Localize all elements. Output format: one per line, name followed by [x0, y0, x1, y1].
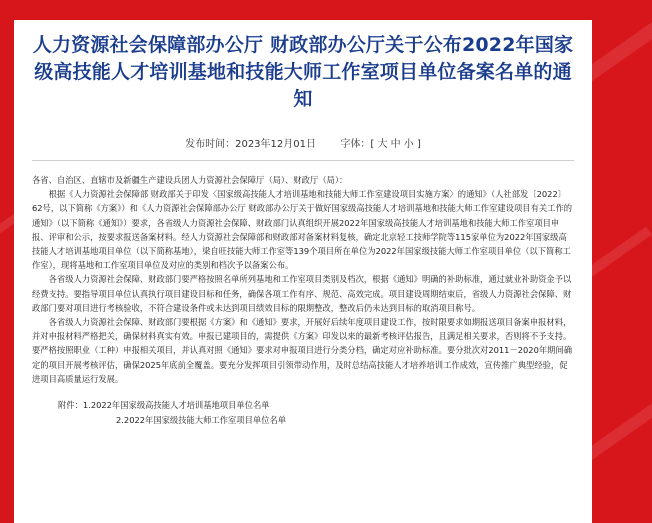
attachments	[32, 398, 574, 428]
salutation: 各省、自治区、直辖市及新疆生产建设兵团人力资源社会保障厅（局）、财政厅（局）：	[32, 175, 348, 185]
font-size-switcher[interactable]: [ 大 中 小 ]	[370, 139, 421, 150]
article-panel	[14, 20, 592, 523]
attachment-link[interactable]: 2.2022年国家级技能大师工作室项目单位名单	[116, 415, 287, 426]
attachments-label: 附件：	[58, 400, 83, 411]
body-paragraph: 各省级人力资源社会保障、财政部门要根据《方案》和《通知》要求，开展好后续年度项目建设工作，按时限要求如期报送项目备案申报材料，并对申报材料严格把关，确保材料真实有效。申报已建项目的，需提供《方案》印发以来的最新考核评估报告，且满足相关要求，否则将不予支持。要严格按照职业（工种）申报相关项目，并认真对照《通知》要求对申报项目进行分类分档，确定对应补助标准。要分批次对2011－2020年期间确定的项目开展考核评估，确保2025年底前全覆盖。要充分发挥项目引领带动作用，及时总结高技能人才培养培训工作成效，宣传推广典型经验，促进项目高质量运行发展。	[32, 317, 573, 384]
article-body	[32, 173, 574, 386]
divider	[32, 160, 574, 161]
font-size-label: 字体：	[340, 139, 371, 150]
publish-date: 2023年12月01日	[235, 139, 316, 150]
attachment-link[interactable]: 1.2022年国家级高技能人才培训基地项目单位名单	[82, 400, 270, 411]
body-paragraph: 各省级人力资源社会保障、财政部门要严格按照名单所列基地和工作室项目类别及档次，根据《通知》明确的补助标准，通过就业补助资金予以经费支持。要指导项目单位认真执行项目建设目标和任务，确保各项工作有序、规范、高效完成。项目建设周期结束后，省级人力资源社会保障、财政部门要对项目进行考核验收，不符合建设条件或未达到项目绩效目标的限期整改，整改后仍未达到目标的取消项目称号。	[32, 274, 572, 313]
body-paragraph: 根据《人力资源社会保障部 财政部关于印发〈国家级高技能人才培训基地和技能大师工作室建设项目实施方案〉的通知》（人社部发〔2022〕62号，以下简称《方案》）和《人力资源社会保障部办公厅 财政部办公厅关于做好国家级高技能人才培训基地和技能大师工作室建设项目有关工作的通知》（以下简称《通知》）要求，各省级人力资源社会保障、财政部门认真组织开展2022年国家级高技能人才培训基地和技能大师工作室项目申报、评审和公示，按要求报送备案材料。经人力资源社会保障部和财政部对备案材料复核，确定北京轻工技师学院等115家单位为2022年国家级高技能人才培训基地项目单位（以下简称基地），梁自旺技能大师工作室等139个项目所在单位为2022年国家级技能大师工作室项目单位（以下简称工作室），现将基地和工作室项目单位及对应的类别和档次予以备案公布。	[32, 189, 573, 271]
publish-label: 发布时间：	[185, 139, 236, 150]
article-meta	[32, 135, 574, 150]
article-title: 人力资源社会保障部办公厅 财政部办公厅关于公布2022年国家级高技能人才培训基地和技能大师工作室项目单位备案名单的通知	[32, 34, 574, 110]
